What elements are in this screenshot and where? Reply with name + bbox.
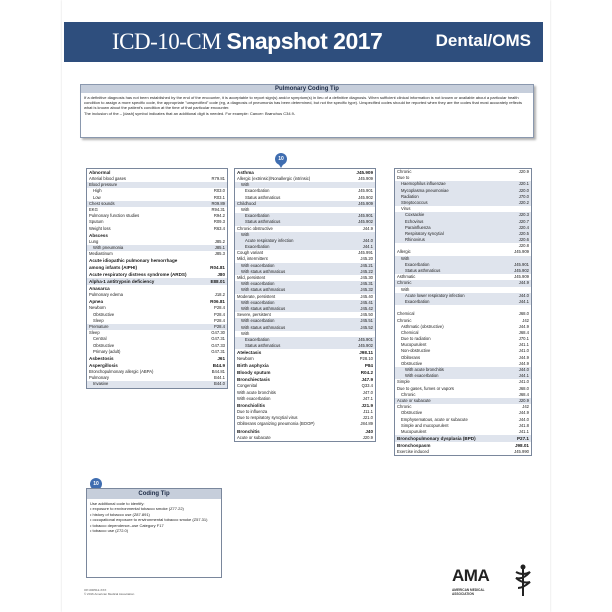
- icd-code: J41.1: [518, 428, 529, 434]
- icd-code: J45.20: [360, 256, 373, 262]
- icd-code: J45.991: [358, 250, 373, 256]
- code-term: With exacerbation: [237, 395, 271, 401]
- icd-code: J45.31: [360, 281, 373, 287]
- pin-marker: 10: [275, 153, 287, 165]
- icd-code: J44.1: [518, 373, 529, 379]
- code-term: Mucopurulent: [401, 428, 427, 434]
- icd-code: J45.50: [360, 312, 373, 318]
- icd-code: J47.9: [361, 377, 373, 383]
- icd-code: R09.89: [211, 200, 225, 206]
- code-term: Exacerbation: [245, 213, 270, 219]
- icd-code: R03.0: [213, 188, 225, 194]
- icd-code: P28.4: [214, 317, 225, 323]
- code-term: With: [401, 286, 410, 292]
- code-term: Chronic: [397, 280, 412, 286]
- code-term: Echovirus: [405, 218, 424, 224]
- code-term: Emphysematous, acute or subacute: [401, 416, 468, 422]
- code-term: Blood pressure: [89, 182, 118, 188]
- code-term: Cough variant: [237, 250, 264, 256]
- code-row: [395, 442, 531, 449]
- code-term: Newborn: [237, 356, 254, 362]
- code-term: Premature: [89, 324, 109, 329]
- icd-code: J44.0: [518, 292, 529, 298]
- code-term: Mild, persistent: [237, 275, 266, 280]
- icd-code: J45.902: [514, 268, 529, 273]
- page-title: ICD-10-CM Snapshot 2017: [112, 28, 383, 54]
- icd-code: P28.4: [214, 311, 225, 317]
- code-term: Due to: [397, 175, 410, 181]
- code-row: [395, 449, 531, 455]
- code-row: [87, 169, 227, 176]
- code-term: Asthmatic (obstructive): [401, 323, 444, 329]
- code-term: Abscess: [89, 232, 108, 238]
- code-term: With: [241, 182, 250, 188]
- code-term: With status asthmaticus: [241, 287, 286, 293]
- code-term: Obliterans: [401, 354, 421, 360]
- code-term: Arterial blood gases: [89, 176, 127, 181]
- code-row: [235, 169, 375, 176]
- icd-code: J41.1: [518, 342, 529, 348]
- code-row: [87, 362, 227, 369]
- icd-code: J40: [365, 428, 373, 434]
- icd-code: B44.0: [214, 381, 225, 387]
- icd-code: J20.9: [518, 169, 529, 174]
- code-term: Chronic: [401, 391, 416, 397]
- code-term: Obstructive: [401, 360, 423, 366]
- icd-code: J68.4: [518, 329, 529, 335]
- code-row: [87, 271, 227, 278]
- code-term: Aspergillosis: [89, 362, 118, 368]
- icd-code: J45.41: [360, 299, 373, 305]
- icd-code: P28.4: [214, 305, 225, 311]
- code-term: With exacerbation: [241, 299, 275, 305]
- icd-code: R06.81: [210, 299, 225, 305]
- code-term: With status asthmaticus: [241, 305, 286, 311]
- code-term: Acute idiopathic pulmonary hemorrhage: [89, 258, 178, 264]
- icd-code: G47.30: [211, 330, 225, 336]
- icd-code: J42: [522, 404, 529, 410]
- code-term: With exacerbation: [405, 373, 439, 379]
- icd-code: P27.1: [516, 436, 529, 442]
- code-row: [235, 428, 375, 435]
- code-term: Congenital: [237, 383, 258, 389]
- code-term: Sleep: [93, 317, 104, 323]
- icd-code: G47.31: [211, 348, 225, 354]
- code-row: [235, 376, 375, 383]
- code-row: [395, 435, 531, 442]
- code-term: Weight loss: [89, 225, 111, 231]
- icd-code: J42: [522, 317, 529, 323]
- icd-code: J85.2: [214, 238, 225, 244]
- codes-column-2: [234, 168, 376, 442]
- icd-code: J20.5: [518, 230, 529, 236]
- icd-code: J45.909: [358, 200, 373, 206]
- code-row: [235, 402, 375, 409]
- code-term: Sleep: [89, 330, 100, 336]
- icd-code: J68.0: [518, 311, 529, 317]
- coding-tip-heading: Coding Tip: [87, 489, 221, 499]
- code-term: Due to respiratory syncytial virus: [237, 415, 298, 421]
- icd-code: J21.0: [362, 415, 373, 421]
- icd-code: B44.81: [211, 368, 225, 374]
- code-term: Chronic: [397, 169, 412, 174]
- icd-code: J44.9: [518, 354, 529, 360]
- icd-code: J45.21: [360, 262, 373, 268]
- icd-code: R04.2: [360, 370, 373, 376]
- icd-code: J85.3: [214, 251, 225, 257]
- code-term: Acute respiratory distress syndrome (ARDS): [89, 272, 187, 278]
- code-term: With: [241, 330, 250, 336]
- icd-code: J45.901: [358, 336, 373, 342]
- code-term: among infants (AIPHI): [89, 265, 137, 271]
- code-term: Acute or subacute: [237, 434, 271, 440]
- icd-code: J45.32: [360, 287, 373, 293]
- icd-code: R79.81: [211, 176, 225, 181]
- code-term: Allergic: [397, 249, 411, 255]
- code-term: Obstructive: [93, 311, 115, 317]
- icd-code: P28.4: [214, 324, 225, 329]
- code-term: Bronchiectasis: [237, 377, 270, 383]
- code-term: Pulmonary: [89, 375, 110, 381]
- icd-code: J44.1: [518, 298, 529, 304]
- icd-code: P84: [364, 363, 373, 369]
- coding-tip-line: Use additional code to identify:: [90, 501, 145, 506]
- code-term: Obliterans organizing pneumonia (BOOP): [237, 421, 315, 427]
- code-term: Coxsackie: [405, 212, 425, 218]
- code-term: Mycoplasma pneumoniae: [401, 187, 449, 193]
- code-term: Severe, persistent: [237, 312, 271, 318]
- icd-code: J20.7: [518, 218, 529, 224]
- code-term: Moderate, persistent: [237, 293, 276, 299]
- icd-code: J45.901: [358, 213, 373, 219]
- code-term: Due to gases, fumes or vapors: [397, 385, 455, 391]
- code-term: Atelectasis: [237, 350, 262, 356]
- icd-code: B44.1: [214, 375, 225, 381]
- icd-code: J80: [217, 272, 225, 278]
- code-term: Chemical: [397, 311, 415, 317]
- icd-code: R03.1: [213, 194, 225, 200]
- code-term: With acute bronchitis: [237, 389, 276, 395]
- code-term: Lung: [89, 238, 99, 244]
- code-term: Status asthmaticus: [245, 219, 281, 225]
- coding-tip-line: • history of tobacco use (Z87.891): [90, 511, 150, 517]
- icd-code: J20.2: [518, 199, 529, 205]
- code-row: [87, 232, 227, 239]
- icd-code: R94.31: [211, 206, 225, 212]
- icd-code: J70.1: [518, 336, 529, 342]
- code-term: Bronchopulmonary allergic (ABPA): [89, 368, 154, 374]
- icd-code: J44.9: [518, 410, 529, 416]
- icd-code: E88.01: [210, 279, 225, 285]
- footer: OP-000512-XXX © 2016 American Medical Association: [84, 588, 135, 596]
- tip-text: If a definitive diagnosis has not been established by the end of the encounter, it is acceptable to report sign(s) and/or symptom(s) in lieu of a definitive diagnosis. When sufficient clinical information is not known or available about a particular health condition to assign a more specific code, the appropriate "unspecified" code (eg, a diagnosis of pneumonia has been determined, but not the specific type). Unspecified codes should be reported when they are the codes that most accurately reflects what is known about the patient's condition at the time of that particular encounter. The inclusion of the – [dash] symbol indicates that an additional digit is needed. For example: Cancer: Brønchus C34.9-: [84, 95, 522, 116]
- icd-code: J84.89: [360, 421, 373, 427]
- code-term: Bronchiolitis: [237, 403, 266, 408]
- code-term: Bronchopulmonary dysplasia (BPD): [397, 436, 476, 442]
- code-term: Chronic: [397, 404, 412, 410]
- code-row: [235, 349, 375, 356]
- icd-code: G47.33: [211, 342, 225, 348]
- code-row: [87, 264, 227, 271]
- ama-wordmark: AMA: [452, 566, 490, 585]
- icd-code: J45.909: [358, 176, 373, 181]
- icd-code: J45.902: [358, 343, 373, 349]
- icd-code: R04.81: [210, 265, 225, 271]
- code-term: Due to influenza: [237, 409, 268, 414]
- icd-code: J45.22: [360, 268, 373, 274]
- icd-code: J20.1: [518, 181, 529, 187]
- code-term: Chest sounds: [89, 200, 115, 206]
- page-subtitle: Dental/OMS: [435, 31, 531, 50]
- code-row: [87, 278, 227, 285]
- code-term: Status asthmaticus: [245, 343, 281, 349]
- pin-marker: 10: [90, 478, 102, 490]
- code-term: Exacerbation: [245, 188, 270, 194]
- code-term: With acute bronchitis: [405, 367, 444, 372]
- code-term: Acute respiratory infection: [245, 237, 294, 243]
- code-row: [87, 285, 227, 292]
- icd-code: R63.4: [213, 225, 225, 231]
- code-term: Mild, intermittent: [237, 256, 268, 262]
- code-term: Central: [93, 336, 107, 342]
- icd-code: J18.2: [214, 292, 225, 298]
- icd-code: J85.1: [214, 244, 225, 250]
- title-banner: [64, 22, 543, 62]
- code-term: Exacerbation: [405, 298, 430, 304]
- code-term: Parainfluenza: [405, 224, 431, 230]
- icd-code: R09.3: [213, 219, 225, 225]
- code-term: With status asthmaticus: [241, 268, 286, 274]
- code-term: Exacerbation: [245, 244, 270, 250]
- icd-code: J68.0: [518, 385, 529, 391]
- code-term: Chronic obstructive: [237, 225, 273, 231]
- icd-code: R94.2: [213, 213, 225, 219]
- code-term: Rhinovirus: [405, 237, 425, 243]
- code-term: Anasarca: [89, 286, 110, 292]
- coding-tip-text: [87, 499, 221, 535]
- icd-code: J11.1: [363, 409, 373, 414]
- code-term: Simple: [397, 379, 410, 385]
- code-term: Respiratory syncytial: [405, 230, 444, 236]
- icd-code: J98.11: [359, 350, 373, 356]
- code-term: Asthma: [237, 170, 254, 175]
- code-term: Asthmatic: [397, 274, 416, 280]
- icd-code: J20.6: [518, 237, 529, 243]
- code-term: Childhood: [237, 200, 256, 206]
- icd-code: J41.0: [518, 379, 529, 385]
- code-term: Bronchitis: [237, 428, 260, 434]
- code-term: Status asthmaticus: [245, 194, 281, 200]
- code-term: Virus: [401, 206, 411, 212]
- icd-code: J47.0: [362, 389, 373, 395]
- code-term: Primary (adult): [93, 348, 121, 354]
- coding-tip-box: [86, 488, 222, 578]
- code-term: High: [93, 188, 102, 194]
- code-term: Exacerbation: [245, 336, 270, 342]
- code-term: Chronic: [397, 317, 412, 323]
- code-term: With pneumonia: [93, 244, 124, 250]
- icd-code: J45.51: [360, 318, 373, 324]
- code-term: Sputum: [89, 219, 104, 225]
- code-term: Exacerbation: [405, 261, 430, 267]
- icd-code: P28.10: [359, 356, 373, 362]
- icd-code: J68.4: [518, 391, 529, 397]
- coding-tip-line: • tobacco use (Z72.0): [90, 528, 129, 534]
- code-term: Streptococcus: [401, 199, 428, 205]
- code-term: Pulmonary edema: [89, 292, 123, 298]
- icd-code: J45.902: [358, 194, 373, 200]
- icd-code: J98.01: [514, 443, 529, 449]
- code-term: Exercise induced: [397, 449, 429, 455]
- icd-code: J45.902: [358, 219, 373, 225]
- code-term: Newborn: [89, 305, 106, 311]
- icd-code: J61: [217, 355, 225, 361]
- code-term: With: [241, 231, 250, 237]
- icd-code: J44.9: [518, 280, 529, 286]
- code-term: EKG: [89, 206, 98, 212]
- codes-column-1: [86, 168, 228, 389]
- pulmonary-coding-tip: [80, 84, 534, 138]
- code-term: With status asthmaticus: [241, 324, 286, 330]
- code-row: [235, 362, 375, 369]
- code-term: With exacerbation: [241, 318, 275, 324]
- icd-code: J44.9: [518, 323, 529, 329]
- icd-code: J44.9: [518, 360, 529, 366]
- code-row: [87, 298, 227, 305]
- icd-code: J47.1: [362, 395, 373, 401]
- icd-code: J45.901: [358, 188, 373, 194]
- icd-code: J44.1: [362, 244, 373, 250]
- icd-code: J45.30: [360, 275, 373, 280]
- icd-code: J44.9: [362, 225, 373, 231]
- codes-column-3: [394, 168, 532, 456]
- icd-code: B44.9: [212, 362, 225, 368]
- icd-code: Q33.4: [361, 383, 373, 389]
- ama-tagline: AMERICAN MEDICAL ASSOCIATION: [452, 588, 485, 596]
- code-row: [87, 381, 227, 387]
- icd-code: J45.909: [356, 170, 373, 175]
- code-term: Alpha-1 antitrypsin deficiency: [89, 279, 155, 285]
- code-term: Bronchospasm: [397, 443, 431, 449]
- icd-code: J21.9: [361, 403, 373, 408]
- icd-code: J20.4: [518, 224, 529, 230]
- code-term: Chemical: [401, 329, 419, 335]
- code-term: Simple and mucopurulent: [401, 422, 449, 428]
- code-term: Abnormal: [89, 170, 111, 175]
- code-term: Allergic (extrinsic)/Nonallergic (intrinsic): [237, 176, 311, 181]
- code-term: With: [241, 206, 250, 212]
- icd-code: J45.42: [360, 305, 373, 311]
- icd-code: J45.909: [514, 274, 529, 280]
- code-term: Obstructive: [93, 342, 115, 348]
- code-term: Invasive: [93, 381, 109, 387]
- code-term: Radiation: [401, 193, 419, 199]
- coding-tip-line: • occupational exposure to environmental tobacco smoke (Z57.31): [90, 517, 208, 523]
- icd-code: J45.901: [514, 261, 529, 267]
- icd-code: J45.52: [360, 324, 373, 330]
- icd-code: J41.8: [518, 422, 529, 428]
- code-term: Apnea: [89, 299, 104, 305]
- icd-code: J44.0: [362, 237, 373, 243]
- code-term: Non-obstructive: [401, 348, 431, 354]
- icd-code: J20.9: [362, 434, 373, 440]
- icd-code: J41.0: [518, 348, 529, 354]
- code-row: [235, 435, 375, 441]
- code-term: Mediastinum: [89, 251, 113, 257]
- code-term: Mucopurulent: [401, 342, 427, 348]
- code-term: Low: [93, 194, 101, 200]
- code-term: Acute or subacute: [397, 397, 431, 403]
- code-row: [235, 369, 375, 376]
- code-term: Bloody sputum: [237, 370, 271, 376]
- code-term: Status asthmaticus: [405, 268, 441, 273]
- code-term: Haemophilus influenzae: [401, 181, 446, 187]
- code-term: Acute lower respiratory infection: [405, 292, 465, 298]
- code-term: With: [401, 255, 410, 261]
- code-term: With exacerbation: [241, 262, 275, 268]
- icd-code: J44.0: [518, 416, 529, 422]
- icd-code: J45.990: [514, 449, 529, 455]
- icd-code: J45.40: [360, 293, 373, 299]
- code-row: [87, 257, 227, 264]
- icd-code: J20.8: [518, 243, 529, 249]
- code-term: Obstructive: [401, 410, 423, 416]
- coding-tip-line: • tobacco dependence–use Category F17: [90, 522, 164, 528]
- icd-code: J45.909: [514, 249, 529, 255]
- code-term: Asbestosis: [89, 355, 114, 361]
- caduceus-icon: [512, 564, 534, 598]
- ama-logo: [452, 566, 534, 602]
- code-term: Due to radiation: [401, 336, 431, 342]
- icd-code: J20.9: [518, 397, 529, 403]
- code-term: With exacerbation: [241, 281, 275, 287]
- code-term: Birth asphyxia: [237, 363, 269, 369]
- coding-tip-line: • exposure to environmental tobacco smoke (Z77.22): [90, 506, 184, 512]
- tip-heading: Pulmonary Coding Tip: [81, 85, 533, 93]
- code-row: [87, 355, 227, 362]
- icd-code: J20.3: [518, 212, 529, 218]
- icd-code: J70.0: [518, 193, 529, 199]
- icd-code: J44.0: [518, 367, 529, 372]
- icd-code: G47.31: [211, 336, 225, 342]
- icd-code: J20.0: [518, 187, 529, 193]
- code-term: Pulmonary function studies: [89, 213, 140, 219]
